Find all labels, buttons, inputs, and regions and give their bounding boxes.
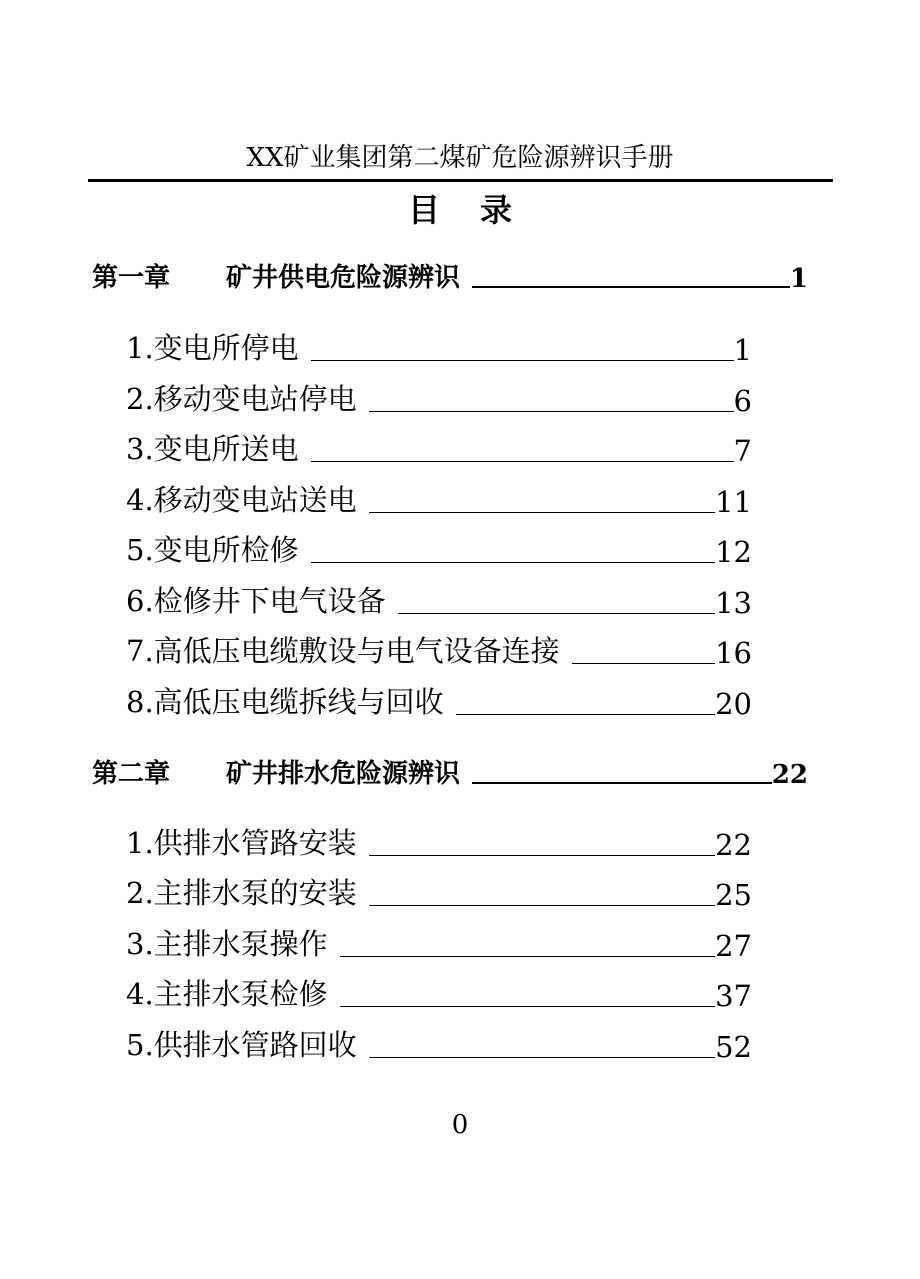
leader-line: [456, 714, 715, 715]
leader-line: [369, 855, 715, 856]
toc-item[interactable]: [126, 679, 752, 721]
toc-item-label: 2.移动变电站停电: [126, 382, 357, 416]
toc-item[interactable]: [126, 426, 752, 468]
leader-line: [472, 782, 772, 784]
toc-item-label: 4.主排水泵检修: [126, 977, 328, 1011]
toc-item-page-number: 13: [715, 586, 752, 620]
toc-item-page-number: 6: [733, 384, 752, 418]
toc-item[interactable]: [126, 325, 752, 367]
toc-item-page-number: 37: [715, 979, 752, 1013]
toc-item[interactable]: [126, 628, 752, 670]
toc-item[interactable]: [126, 376, 752, 418]
chapter-page-number: 22: [771, 760, 808, 790]
toc-item-page-number: 22: [715, 828, 752, 862]
toc-chapter-2[interactable]: [92, 750, 808, 790]
leader-line: [398, 613, 715, 614]
leader-line: [472, 286, 790, 288]
toc-item[interactable]: [126, 820, 752, 862]
chapter-title: 矿井供电危险源辨识: [226, 263, 461, 293]
toc-item-page-number: 7: [733, 434, 752, 468]
toc-item-label: 6.检修井下电气设备: [126, 584, 386, 618]
chapter-page-number: 1: [789, 264, 808, 294]
chapter-title: 矿井排水危险源辨识: [226, 759, 461, 789]
leader-line: [311, 461, 734, 462]
toc-item-page-number: 52: [715, 1030, 752, 1064]
header-divider: [88, 179, 833, 182]
toc-item-label: 1.变电所停电: [126, 331, 299, 365]
toc-item-label: 4.移动变电站送电: [126, 483, 357, 517]
chapter-number: 第二章: [92, 759, 171, 789]
toc-item-page-number: 25: [715, 878, 752, 912]
leader-line: [311, 562, 715, 563]
leader-line: [340, 956, 715, 957]
toc-item-page-number: 20: [715, 687, 752, 721]
toc-item[interactable]: [126, 477, 752, 519]
leader-line: [369, 512, 715, 513]
toc-item-label: 8.高低压电缆拆线与回收: [126, 685, 444, 719]
toc-item-page-number: 1: [733, 333, 752, 367]
toc-item-label: 3.主排水泵操作: [126, 927, 328, 961]
toc-item-label: 1.供排水管路安装: [126, 826, 357, 860]
toc-item[interactable]: [126, 527, 752, 569]
page-header: XX矿业集团第二煤矿危险源辨识手册: [246, 143, 674, 173]
toc-item[interactable]: [126, 1022, 752, 1064]
toc-item[interactable]: [126, 971, 752, 1013]
toc-item-label: 3.变电所送电: [126, 432, 299, 466]
toc-item-page-number: 12: [715, 535, 752, 569]
toc-item-label: 2.主排水泵的安装: [126, 876, 357, 910]
page-number: 0: [451, 1110, 469, 1140]
toc-title: 目录: [407, 191, 552, 229]
leader-line: [572, 663, 715, 664]
toc-item-label: 5.供排水管路回收: [126, 1028, 357, 1062]
toc-item[interactable]: [126, 921, 752, 963]
toc-item-label: 7.高低压电缆敷设与电气设备连接: [126, 634, 560, 668]
toc-item-page-number: 27: [715, 929, 752, 963]
toc-item[interactable]: [126, 870, 752, 912]
leader-line: [311, 360, 734, 361]
leader-line: [340, 1006, 715, 1007]
leader-line: [369, 1057, 715, 1058]
toc-item-page-number: 11: [715, 485, 752, 519]
toc-item[interactable]: [126, 578, 752, 620]
toc-item-page-number: 16: [715, 636, 752, 670]
toc-item-label: 5.变电所检修: [126, 533, 299, 567]
chapter-number: 第一章: [92, 263, 171, 293]
toc-chapter-1[interactable]: [92, 254, 808, 294]
leader-line: [369, 905, 715, 906]
leader-line: [369, 411, 734, 412]
